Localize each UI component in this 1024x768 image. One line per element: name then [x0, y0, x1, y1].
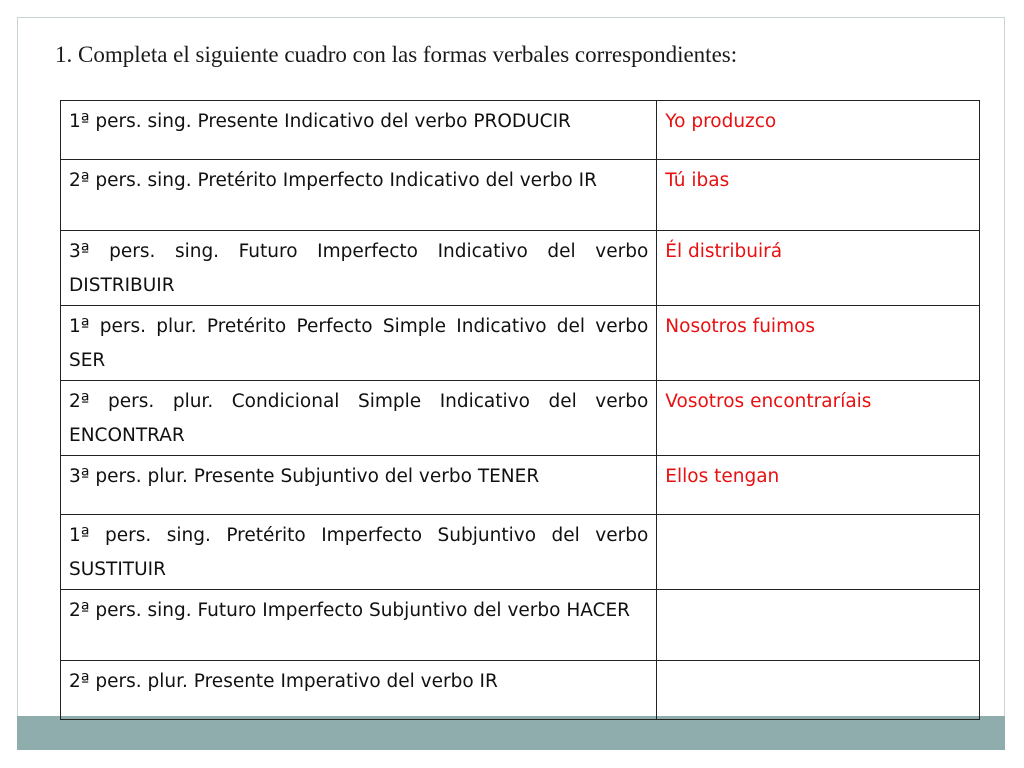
answer-cell[interactable]: [657, 515, 980, 590]
prompt-cell: 2ª pers. plur. Condicional Simple Indicativo del verbo ENCONTRAR: [61, 381, 657, 456]
answer-cell[interactable]: Yo produzco: [657, 101, 980, 160]
table-row: [61, 231, 980, 306]
answer-cell[interactable]: Él distribuirá: [657, 231, 980, 306]
footer-bar: [17, 716, 1005, 750]
table-row: [61, 661, 980, 720]
answer-cell[interactable]: Tú ibas: [657, 160, 980, 231]
prompt-cell: 1ª pers. sing. Pretérito Imperfecto Subjuntivo del verbo SUSTITUIR: [61, 515, 657, 590]
prompt-cell: 3ª pers. sing. Futuro Imperfecto Indicativo del verbo DISTRIBUIR: [61, 231, 657, 306]
answer-cell[interactable]: [657, 661, 980, 720]
table-row: [61, 590, 980, 661]
prompt-cell: 2ª pers. sing. Futuro Imperfecto Subjuntivo del verbo HACER: [61, 590, 657, 661]
prompt-cell: 3ª pers. plur. Presente Subjuntivo del verbo TENER: [61, 456, 657, 515]
prompt-cell: 1ª pers. sing. Presente Indicativo del verbo PRODUCIR: [61, 101, 657, 160]
table-row: [61, 456, 980, 515]
answer-cell[interactable]: Vosotros encontraríais: [657, 381, 980, 456]
answer-cell[interactable]: [657, 590, 980, 661]
table-row: [61, 160, 980, 231]
answer-cell[interactable]: Ellos tengan: [657, 456, 980, 515]
table-row: [61, 101, 980, 160]
prompt-cell: 1ª pers. plur. Pretérito Perfecto Simple Indicativo del verbo SER: [61, 306, 657, 381]
table-row: [61, 515, 980, 590]
answer-cell[interactable]: Nosotros fuimos: [657, 306, 980, 381]
instruction-text: 1. Completa el siguiente cuadro con las formas verbales correspondientes:: [55, 42, 738, 67]
table-row: [61, 306, 980, 381]
prompt-cell: 2ª pers. sing. Pretérito Imperfecto Indicativo del verbo IR: [61, 160, 657, 231]
verb-forms-table: [60, 100, 980, 720]
table-row: [61, 381, 980, 456]
prompt-cell: 2ª pers. plur. Presente Imperativo del verbo IR: [61, 661, 657, 720]
